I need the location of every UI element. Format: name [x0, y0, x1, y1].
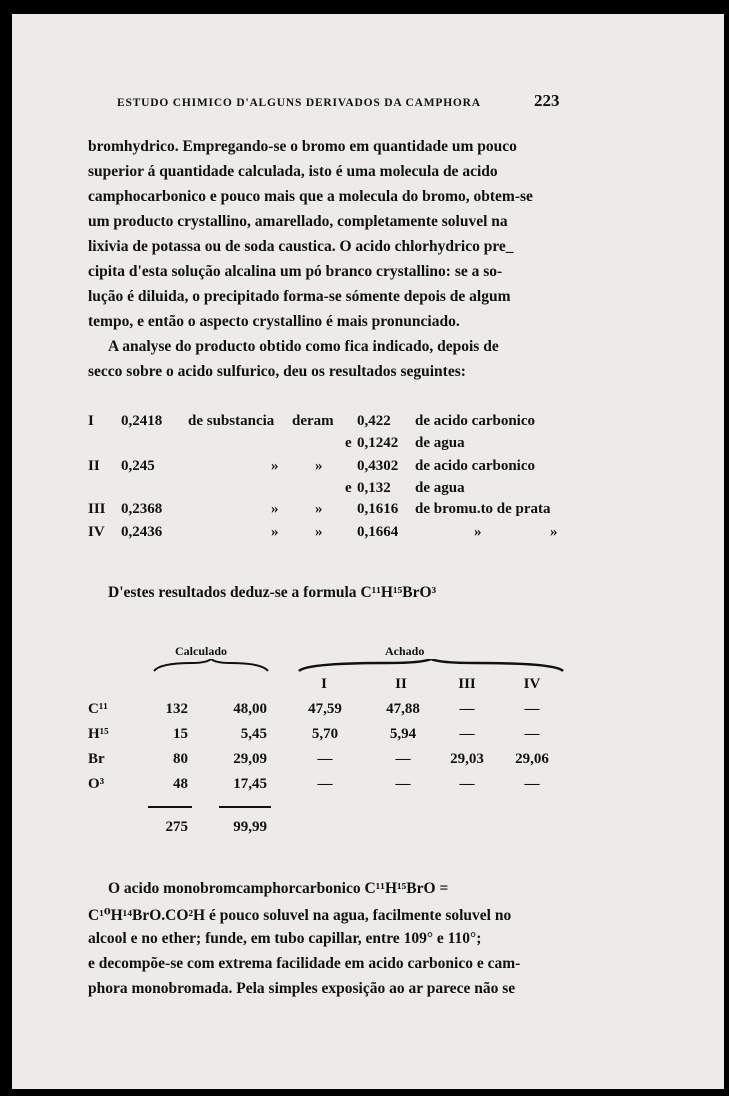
- found-III: —: [459, 701, 475, 717]
- text-line: bromhydrico. Empregando-se o bromo em quantidade um pouco: [88, 138, 517, 155]
- ditto-mark: »: [474, 524, 482, 540]
- found-header: Achado: [385, 644, 425, 658]
- total-percent: 99,99: [233, 819, 267, 835]
- found-II: —: [395, 776, 411, 792]
- text-line: cipita d'esta solução alcalina um pó branco crystallino: se a so-: [88, 263, 503, 280]
- sample-number: I: [88, 413, 94, 429]
- text-line: A analyse do producto obtido como fica indicado, depois de: [108, 338, 499, 355]
- sample-number: II: [88, 458, 100, 474]
- sample-desc: de substancia: [188, 413, 275, 429]
- book-page: [12, 14, 724, 1089]
- product-value: 0,422: [357, 413, 391, 429]
- calc-header: Calculado: [175, 644, 228, 658]
- found-IV: 29,06: [515, 751, 549, 767]
- found-II: 47,88: [386, 701, 420, 717]
- calc-brace: [152, 659, 270, 673]
- product-value: 0,1242: [357, 435, 399, 451]
- sample-mass: 0,245: [121, 458, 155, 474]
- mass: 48: [173, 776, 188, 792]
- text-line: phora monobromada. Pela simples exposição ao ar parece não se: [88, 980, 516, 997]
- found-III: —: [459, 776, 475, 792]
- ditto-mark: »: [315, 458, 323, 474]
- mass: 15: [173, 726, 188, 742]
- col-header: I: [321, 676, 327, 692]
- found-IV: —: [524, 776, 540, 792]
- sample-mass: 0,2418: [121, 413, 163, 429]
- found-I: 5,70: [311, 726, 339, 742]
- text-line: superior á quantidade calculada, isto é uma molecula de acido: [88, 163, 498, 180]
- percent: 17,45: [233, 776, 267, 792]
- col-header: IV: [523, 676, 541, 692]
- product-value: 0,1664: [357, 524, 399, 540]
- found-I: —: [317, 751, 333, 767]
- found-II: 5,94: [389, 726, 417, 742]
- text-line: C¹⁰H¹⁴BrO.CO²H é pouco soluvel na agua, facilmente soluvel no: [88, 907, 512, 924]
- ditto-mark: »: [271, 524, 279, 540]
- text-line: secco sobre o acido sulfurico, deu os resultados seguintes:: [88, 363, 466, 380]
- text-line: camphocarbonico e pouco mais que a molecula do bromo, obtem-se: [88, 188, 533, 205]
- found-III: 29,03: [450, 751, 484, 767]
- col-header: II: [395, 676, 407, 692]
- product-value: 0,132: [357, 480, 391, 496]
- percent: 29,09: [233, 751, 267, 767]
- sample-mass: 0,2436: [121, 524, 163, 540]
- element: H¹⁵: [88, 726, 109, 742]
- sample-number: III: [88, 501, 106, 517]
- text-line: lixivia de potassa ou de soda caustica. O acido chlorhydrico pre_: [88, 238, 514, 255]
- ditto-mark: »: [271, 458, 279, 474]
- element: C¹¹: [88, 701, 108, 717]
- text-line: O acido monobromcamphorcarbonico C¹¹H¹⁵BrO =: [108, 880, 449, 897]
- product-name: de acido carbonico: [415, 458, 535, 474]
- text-line: tempo, e então o aspecto crystallino é mais pronunciado.: [88, 313, 460, 330]
- percent: 5,45: [240, 726, 267, 742]
- found-IV: —: [524, 726, 540, 742]
- formula: C¹¹H¹⁵BrO³: [360, 584, 437, 601]
- percent: 48,00: [233, 701, 267, 717]
- text-line: e decompõe-se com extrema facilidade em acido carbonico e cam-: [88, 955, 521, 972]
- conj-e: e: [345, 435, 352, 451]
- ditto-mark: »: [550, 524, 558, 540]
- ditto-mark: »: [315, 501, 323, 517]
- found-I: —: [317, 776, 333, 792]
- found-II: —: [395, 751, 411, 767]
- found-IV: —: [524, 701, 540, 717]
- sum-rule: [148, 806, 192, 808]
- col-header: III: [458, 676, 476, 692]
- page-number: 223: [534, 91, 560, 110]
- formula-sentence: [108, 584, 436, 602]
- formula-text: D'estes resultados deduz-se a formula: [108, 584, 357, 601]
- product-name: de agua: [415, 480, 465, 496]
- product-value: 0,1616: [357, 501, 399, 517]
- element: O³: [88, 776, 105, 792]
- text-line: lução é diluida, o precipitado forma-se sómente depois de algum: [88, 288, 511, 305]
- element: Br: [88, 751, 105, 767]
- product-name: de acido carbonico: [415, 413, 535, 429]
- ditto-mark: »: [271, 501, 279, 517]
- mass: 80: [173, 751, 188, 767]
- sample-mass: 0,2368: [121, 501, 163, 517]
- found-III: —: [459, 726, 475, 742]
- ditto-mark: »: [315, 524, 323, 540]
- product-value: 0,4302: [357, 458, 399, 474]
- conj-e: e: [345, 480, 352, 496]
- mass: 132: [165, 701, 188, 717]
- found-I: 47,59: [308, 701, 342, 717]
- total-mass: 275: [165, 819, 188, 835]
- text-line: um producto crystallino, amarellado, completamente soluvel na: [88, 213, 508, 230]
- found-brace: [297, 659, 565, 673]
- running-header: ESTUDO CHIMICO D'ALGUNS DERIVADOS DA CAMPHORA: [117, 97, 481, 109]
- sum-rule: [219, 806, 271, 808]
- product-name: de bromu.to de prata: [415, 501, 551, 517]
- product-name: de agua: [415, 435, 465, 451]
- text-line: alcool e no ether; funde, em tubo capillar, entre 109° e 110°;: [88, 930, 482, 947]
- sample-verb: deram: [292, 413, 334, 429]
- sample-number: IV: [88, 524, 105, 540]
